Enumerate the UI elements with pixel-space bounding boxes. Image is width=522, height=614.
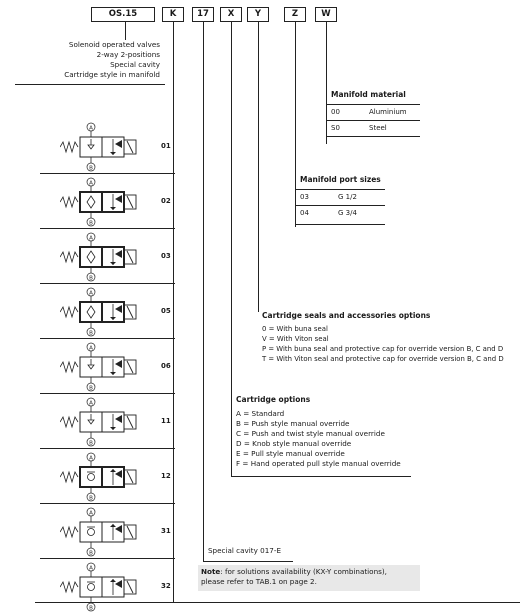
note-line-1-text: : for solutions availability (KX-Y combinations),	[220, 567, 387, 576]
svg-text:B: B	[89, 385, 93, 392]
seal-option: 0 = With buna seal	[262, 325, 328, 333]
symbol-code-label: 01	[161, 142, 171, 150]
valve-symbol-06	[60, 340, 150, 392]
svg-text:B: B	[89, 495, 93, 502]
code-box-series: OS.15	[91, 7, 155, 22]
valve-symbol-32	[60, 560, 150, 612]
valve-symbol-11	[60, 395, 150, 447]
y-leader-line	[258, 22, 259, 312]
port-sizes-rule	[295, 205, 385, 206]
manifold-material-row	[331, 108, 407, 116]
svg-text:A: A	[89, 400, 93, 407]
series-description	[10, 40, 160, 80]
valve-symbol-12	[60, 450, 150, 502]
cartridge-option: B = Push style manual override	[236, 419, 350, 428]
port-size-row	[300, 193, 357, 201]
bottom-rule	[35, 602, 520, 603]
manifold-material-rule	[326, 136, 420, 137]
port-sizes-rule	[295, 224, 385, 225]
code-box-y: Y	[247, 7, 269, 22]
cartridge-option: D = Knob style manual override	[236, 439, 352, 448]
description-line: Solenoid operated valves	[68, 40, 160, 49]
row-code: S0	[331, 124, 340, 132]
manifold-material-rule	[326, 104, 420, 105]
symbol-separator	[40, 338, 175, 339]
cartridge-option: A = Standard	[236, 409, 285, 418]
svg-text:B: B	[89, 275, 93, 282]
valve-symbol-05	[60, 285, 150, 337]
description-underline	[15, 84, 165, 85]
svg-text:B: B	[89, 440, 93, 447]
special-cavity-label: Special cavity 017-E	[208, 546, 281, 555]
cartridge-options-title: Cartridge options	[236, 395, 311, 404]
symbol-code-label: 02	[161, 197, 171, 205]
series-leader-line	[125, 22, 126, 40]
manifold-material-row	[331, 124, 387, 132]
seals-options	[262, 324, 504, 364]
row-label: G 3/4	[338, 209, 357, 217]
symbol-separator	[40, 173, 175, 174]
note-text	[201, 567, 387, 587]
symbol-code-label: 31	[161, 527, 171, 535]
note-line-1	[201, 567, 387, 577]
valve-symbol-01	[60, 120, 150, 172]
symbol-code-label: 03	[161, 252, 171, 260]
valve-symbol-31	[60, 505, 150, 557]
row-code: 04	[300, 209, 309, 217]
code-box-w: W	[315, 7, 337, 22]
symbol-separator	[40, 558, 175, 559]
special-cavity-underline	[203, 561, 293, 562]
cartridge-option: F = Hand operated pull style manual override	[236, 459, 401, 468]
cartridge-options-underline	[231, 476, 411, 477]
svg-text:A: A	[89, 290, 93, 297]
symbol-code-label: 05	[161, 307, 171, 315]
svg-text:B: B	[89, 220, 93, 227]
row-label: G 1/2	[338, 193, 357, 201]
svg-text:A: A	[89, 235, 93, 242]
symbol-code-label: 12	[161, 472, 171, 480]
note-line-2: please refer to TAB.1 on page 2.	[201, 577, 317, 586]
valve-symbol-03	[60, 230, 150, 282]
manifold-material-title: Manifold material	[331, 90, 406, 99]
note-bold: Note	[201, 567, 221, 576]
svg-text:A: A	[89, 180, 93, 187]
description-line: Cartridge style in manifold	[64, 70, 160, 79]
cartridge-options-list	[236, 409, 401, 469]
row-code: 00	[331, 108, 340, 116]
w-leader-line	[326, 22, 327, 144]
port-sizes-title: Manifold port sizes	[300, 175, 381, 184]
code-box-z: Z	[284, 7, 306, 22]
cavity-leader-line	[203, 22, 204, 562]
manifold-material-rule	[326, 120, 420, 121]
svg-text:B: B	[89, 605, 93, 612]
cartridge-option: C = Push and twist style manual override	[236, 429, 385, 438]
port-size-row	[300, 209, 357, 217]
symbol-separator	[40, 393, 175, 394]
seals-title: Cartridge seals and accessories options	[262, 311, 431, 320]
row-code: 03	[300, 193, 309, 201]
cartridge-option: E = Pull style manual override	[236, 449, 345, 458]
symbol-separator	[40, 228, 175, 229]
seal-option: V = With Viton seal	[262, 335, 329, 343]
code-box-k: K	[162, 7, 184, 22]
description-line: Special cavity	[110, 60, 160, 69]
valve-symbol-02	[60, 175, 150, 227]
svg-text:A: A	[89, 125, 93, 132]
code-box-x: X	[220, 7, 242, 22]
port-sizes-rule	[295, 189, 385, 190]
svg-text:A: A	[89, 565, 93, 572]
svg-text:A: A	[89, 510, 93, 517]
x-leader-line	[231, 22, 232, 477]
symbol-code-label: 32	[161, 582, 171, 590]
svg-text:A: A	[89, 345, 93, 352]
symbol-separator	[40, 283, 175, 284]
svg-text:B: B	[89, 550, 93, 557]
code-box-cavity: 17	[192, 7, 214, 22]
seal-option: T = With Viton seal and protective cap for override version B, C and D	[262, 355, 504, 363]
z-leader-line	[295, 22, 296, 227]
seal-option: P = With buna seal and protective cap for override version B, C and D	[262, 345, 504, 353]
symbol-code-label: 11	[161, 417, 171, 425]
k-leader-line	[173, 22, 174, 602]
description-line: 2-way 2-positions	[96, 50, 160, 59]
symbol-separator	[40, 503, 175, 504]
svg-text:A: A	[89, 455, 93, 462]
symbol-code-label: 06	[161, 362, 171, 370]
row-label: Aluminium	[369, 108, 407, 116]
svg-text:B: B	[89, 330, 93, 337]
svg-text:B: B	[89, 165, 93, 172]
symbol-separator	[40, 448, 175, 449]
row-label: Steel	[369, 124, 387, 132]
